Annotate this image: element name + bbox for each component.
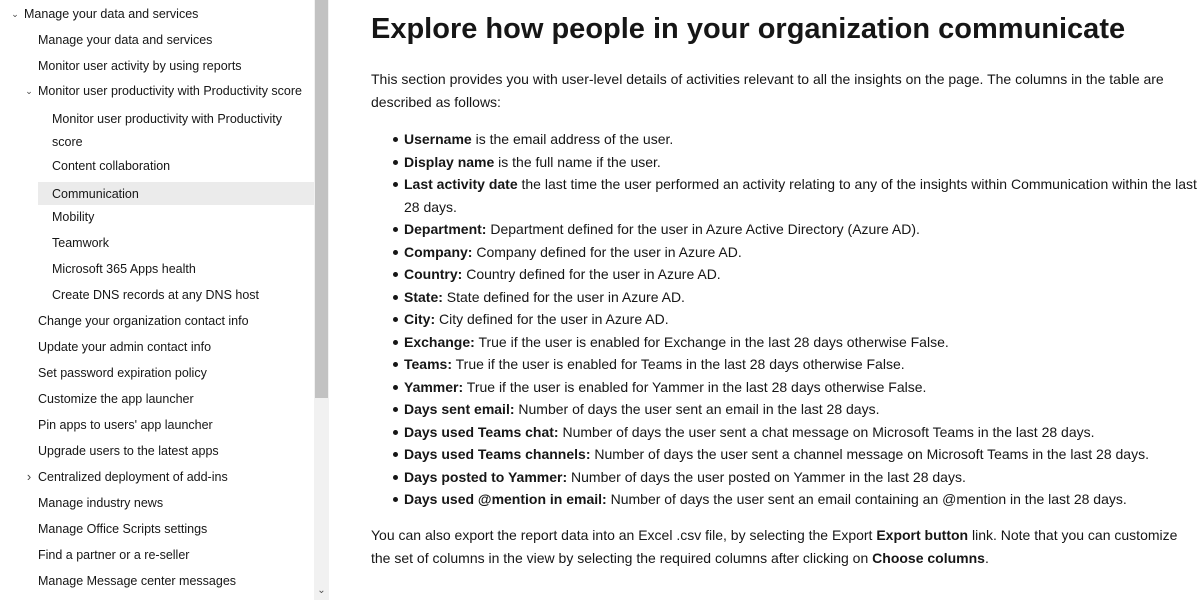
column-description: Company defined for the user in Azure AD. [472,243,742,260]
column-description: True if the user is enabled for Yammer in the last 28 days otherwise False. [463,378,927,395]
column-description: Department defined for the user in Azure Active Directory (Azure AD). [486,221,920,237]
column-term: Exchange: [404,333,475,350]
column-description-item [371,353,1197,376]
column-term: Username [404,131,472,147]
toc-scrollbar[interactable] [314,0,329,600]
column-term: Company: [404,243,473,260]
toc-item[interactable] [0,260,314,278]
toc-item[interactable] [0,416,314,434]
toc-item-label: Communication [52,186,139,201]
page-title: Explore how people in your organization communicate [371,13,1126,45]
column-description-item [371,151,1197,174]
export-text-part1: You can also export the report data into an Excel .csv file, by selecting the Export [371,527,877,543]
choose-columns-term: Choose columns [872,549,985,566]
toc-item[interactable] [0,338,314,356]
article-content [371,0,1197,600]
toc-item-label: Manage Message center messages [38,574,237,588]
column-term: Teams: [404,356,452,372]
toc-item[interactable] [0,520,314,538]
export-button-term: Export button [876,527,969,543]
scrollbar-thumb[interactable] [315,0,328,398]
column-description: City defined for the user in Azure AD. [435,311,669,327]
column-description: is the email address of the user. [471,131,674,147]
toc-item[interactable] [0,390,314,408]
toc-item-label: Centralized deployment of add-ins [38,470,228,484]
toc-item[interactable] [0,31,314,49]
column-description: Number of days the user posted on Yammer in the last 28 days. [567,468,966,485]
toc-item-label: Mobility [52,210,95,224]
toc-item-label: Manage your data and services [38,33,213,47]
scroll-down-arrow-icon[interactable]: ⌄ [317,585,326,596]
export-text-part2: link. Note that you can customize the set of columns in the view by selecting the required columns after clicking on [371,527,1178,566]
table-of-contents [0,0,314,600]
column-term: Display name [404,153,495,170]
chevron-down-icon[interactable]: ⌄ [11,9,19,19]
column-term: Department: [404,221,487,237]
column-description-item [371,173,1197,218]
column-description-item [371,421,1197,444]
column-description-item [371,466,1197,489]
toc-item[interactable] [0,108,314,154]
toc-item-label: Upgrade users to the latest apps [38,444,219,458]
column-description: Number of days the user sent a channel message on Microsoft Teams in the last 28 days. [590,446,1149,462]
toc-item-label: Manage industry news [38,496,164,510]
toc-item[interactable] [0,364,314,382]
toc-item-selected[interactable] [38,182,314,205]
toc-item[interactable] [0,57,314,75]
column-description: Number of days the user sent a chat message on Microsoft Teams in the last 28 days. [558,423,1095,440]
column-description-item [371,488,1197,511]
intro-paragraph: This section provides you with user-level details of activities relevant to all the insights on the page. The columns in the table are described as follows: [371,71,1164,110]
export-paragraph [371,524,1197,569]
export-text-part3: . [984,549,989,566]
column-description: True if the user is enabled for Exchange in the last 28 days otherwise False. [474,333,949,350]
toc-item-label: Teamwork [52,236,109,250]
column-description: Country defined for the user in Azure AD. [462,266,721,282]
toc-item[interactable] [0,234,314,252]
toc-item[interactable] [0,82,314,100]
toc-item-label: Content collaboration [52,159,171,173]
column-term: Yammer: [404,378,464,395]
toc-item[interactable] [0,572,314,590]
toc-item-label: Monitor user activity by using reports [38,59,242,73]
column-term: Days used Teams chat: [404,423,559,440]
column-term: Days posted to Yammer: [404,468,568,485]
toc-item[interactable] [0,312,314,330]
column-description: the last time the user performed an activity relating to any of the insights within Communication within the last 28 days. [404,176,1197,215]
chevron-down-icon[interactable]: ⌄ [25,86,33,96]
column-term: Days used @mention in email: [404,491,607,507]
column-description: Number of days the user sent an email in the last 28 days. [514,401,880,417]
toc-item-label: Manage Office Scripts settings [38,522,208,536]
toc-item-label: Manage your data and services [24,7,199,21]
column-description-item [371,241,1197,264]
column-description-item [371,263,1197,286]
toc-item-label: Set password expiration policy [38,366,207,380]
column-description-item [371,443,1197,466]
toc-item[interactable] [0,208,314,226]
toc-item-label: Find a partner or a re-seller [38,548,190,562]
toc-item-label: Update your admin contact info [38,340,212,354]
toc-item-label: Customize the app launcher [38,392,194,406]
toc-item-label: Monitor user productivity with Productivity score [52,112,282,149]
column-term: Country: [404,266,463,282]
column-description: is the full name if the user. [494,153,661,170]
column-description: State defined for the user in Azure AD. [442,288,685,305]
toc-item-label: Monitor user productivity with Productivity score [38,84,302,98]
toc-item[interactable] [0,546,314,564]
column-term: State: [404,288,443,305]
toc-item-label: Change your organization contact info [38,314,249,328]
column-description-item [371,308,1197,331]
column-term: City: [404,311,436,327]
column-term: Days sent email: [404,401,515,417]
toc-item-label: Pin apps to users' app launcher [38,418,213,432]
toc-item-label: Microsoft 365 Apps health [52,262,196,276]
toc-item[interactable] [0,157,314,175]
column-description-item [371,331,1197,354]
column-description: True if the user is enabled for Teams in the last 28 days otherwise False. [451,356,905,372]
toc-item-label: Create DNS records at any DNS host [52,288,260,302]
column-description: Number of days the user sent an email containing an @mention in the last 28 days. [606,491,1127,507]
column-description-item [371,376,1197,399]
toc-item[interactable] [0,468,314,486]
chevron-right-icon[interactable]: › [26,469,32,484]
column-description-item [371,286,1197,309]
column-description-item [371,398,1197,421]
column-term: Days used Teams channels: [404,446,591,462]
toc-item[interactable] [0,494,314,512]
column-description-item [371,218,1197,241]
toc-item[interactable] [0,286,314,304]
column-description-list [371,128,1197,511]
toc-item[interactable] [0,5,314,23]
column-description-item [371,128,1197,151]
column-term: Last activity date [404,176,518,192]
toc-item[interactable] [0,442,314,460]
